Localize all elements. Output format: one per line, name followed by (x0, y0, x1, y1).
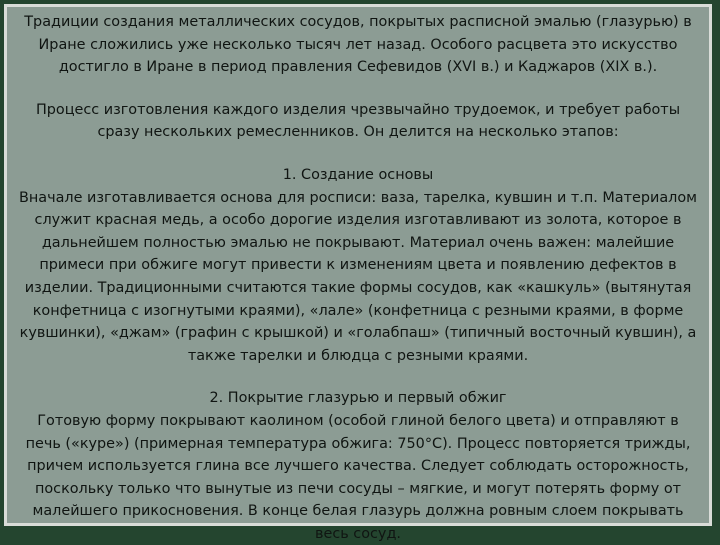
text-line: изделии. Традиционными считаются такие формы сосудов, как «кашкуль» (вытянутая (24, 279, 692, 296)
text-line: Процесс изготовления каждого изделия чрезвычайно трудоемок, и требует работы (35, 101, 681, 118)
text-line: кувшинки), «джам» (графин с крышкой) и «голабпаш» (типичный восточный кувшин), а (19, 325, 697, 342)
slide-frame (4, 4, 712, 542)
text-line: дальнейшем полностью эмалью не покрывают. Материал очень важен: малейшие (41, 234, 675, 251)
text-line: служит красная медь, а особо дорогие изделия изготавливают из золота, которое в (34, 212, 682, 229)
stage2-heading: 2. Покрытие глазурью и первый обжиг (209, 390, 507, 407)
text-line: достигло в Иране в период правления Сефевидов (XVI в.) и Каджаров (XIX в.). (58, 59, 658, 76)
text-line: малейшего прикосновения. В конце белая глазурь должна ровным слоем покрывать (32, 503, 684, 520)
text-line: печь («куре») (примерная температура обжига: 750°С). Процесс повторяется трижды, (25, 435, 691, 452)
text-line: Иране сложились уже несколько тысяч лет назад. Особого расцвета это искусство (38, 36, 678, 53)
stage1-section (7, 164, 709, 367)
intro-paragraph (7, 11, 709, 79)
text-line: примеси при обжиге могут привести к изменениям цвета и появлению дефектов в (39, 257, 677, 274)
text-line: Вначале изготавливается основа для росписи: ваза, тарелка, кувшин и т.п. Материалом (18, 189, 698, 206)
text-line: Традиции создания металлических сосудов, покрытых расписной эмалью (глазурью) в (24, 14, 692, 30)
text-line: весь сосуд. (315, 525, 401, 542)
text-line: Готовую форму покрывают каолином (особой глиной белого цвета) и отправляют в (37, 412, 679, 429)
text-line: конфетница с изогнутыми краями), «лале» (конфетница с резными краями, в форме (32, 302, 684, 319)
stage2-section (7, 387, 709, 545)
slide-body (7, 11, 709, 545)
process-paragraph (7, 99, 709, 144)
text-line: также тарелки и блюдца с резными краями. (187, 347, 529, 364)
text-line: сразу нескольких ремесленников. Он делится на несколько этапов: (97, 124, 619, 141)
text-line: причем используется глина все лучшего качества. Следует соблюдать осторожность, (27, 458, 689, 475)
text-line: поскольку только что вынутые из печи сосуды – мягкие, и могут потерять форму от (34, 480, 682, 497)
stage1-heading: 1. Создание основы (282, 166, 434, 183)
